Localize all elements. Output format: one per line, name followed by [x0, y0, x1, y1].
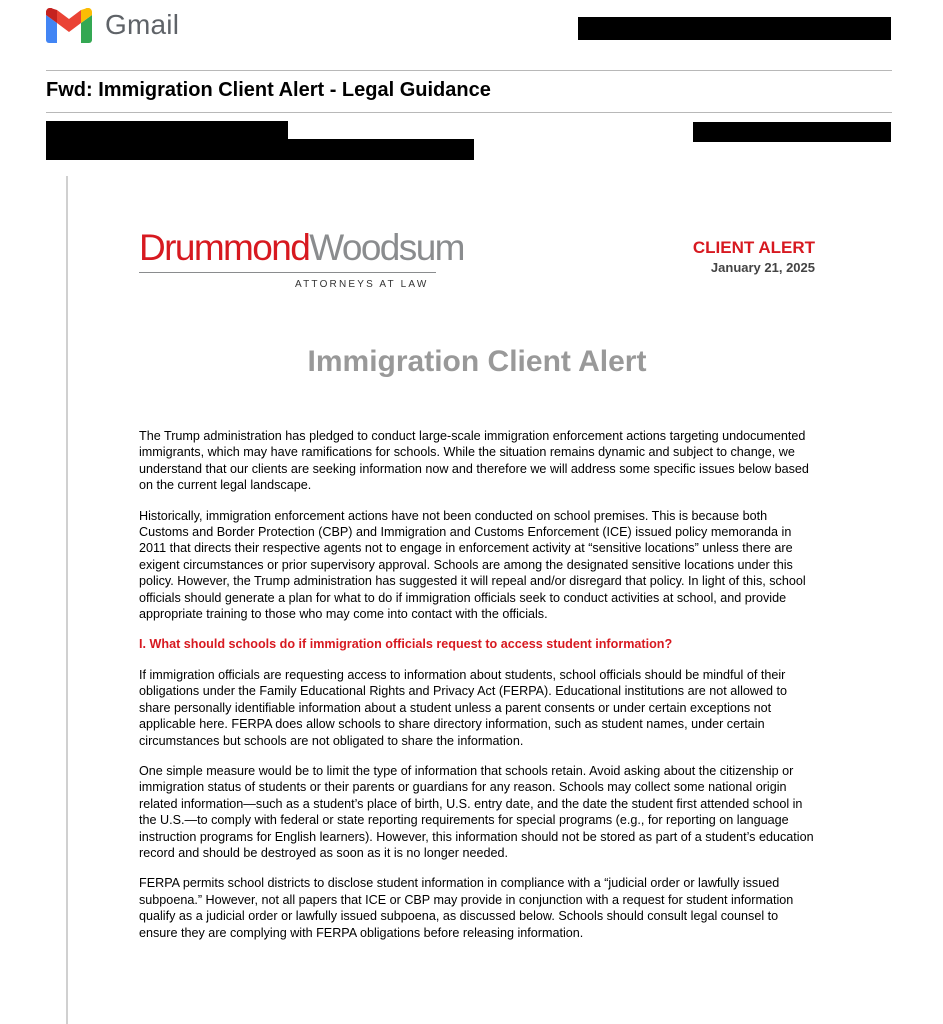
body-paragraph: The Trump administration has pledged to conduct large-scale immigration enforcement actions targeting undocumented immigrants, which may have ramifications for schools. While the situation remains dynamic and subject to change, we understand that our clients are seeking information now and therefore we will address some specific issues below based on the current legal landscape.: [139, 429, 809, 493]
body-paragraph: One simple measure would be to limit the type of information that schools retain. Avoid asking about the citizenship or immigration status of students or their parents or guardians for any reason. Schools may collect some national origin related information—such as a student’s place of birth, U.S. entry date, and the date the student first attended school in the U.S.—to comply with federal or state reporting requirements for special programs (e.g., for reporting on language instruction programs for English learners). However, this information should not be stored as part of a student’s education record and should be destroyed as soon as it is no longer needed.: [139, 763, 814, 860]
client-alert-label: CLIENT ALERT: [692, 238, 815, 257]
firm-name-part1: Drummond: [139, 227, 310, 268]
body-paragraph: FERPA permits school districts to disclose student information in compliance with a “judicial order or lawfully issued subpoena.” However, not all papers that ICE or CBP may provide in conjunction with a request for student information qualify as a judicial order or lawfully issued subpoena, as discussed below. Schools should consult legal counsel to ensure they are complying with FERPA obligations before releasing information.: [139, 876, 794, 940]
gmail-m-icon: [46, 8, 92, 43]
redacted-date: [693, 122, 891, 142]
body-paragraph: Historically, immigration enforcement actions have not been conducted on school premises. This is because both Customs and Border Protection (CBP) and Immigration and Customs Enforcement (ICE) issued policy memoranda in 2011 that directs their respective agents not to engage in enforcement activity at “sensitive locations” unless there are exigent circumstances or prior supervisory approval. Schools are among the designated sensitive locations under this policy. However, the Trump administration has suggested it will repeal and/or disregard that policy. In light of this, school officials should generate a plan for what to do if immigration officials seek to conduct activities at school, and provide appropriate training to those who may come into contact with the officials.: [139, 508, 806, 622]
firm-logo: [139, 226, 464, 290]
forwarded-quote-bar: [66, 176, 68, 1024]
gmail-wordmark: Gmail: [105, 9, 180, 40]
redacted-sender-name: [46, 121, 288, 139]
document-body: [139, 428, 815, 955]
client-alert-date: January 21, 2025: [710, 260, 815, 275]
firm-tagline: ATTORNEYS AT LAW: [295, 279, 429, 290]
body-paragraph: If immigration officials are requesting access to information about students, school officials should be mindful of their obligations under the Family Educational Rights and Privacy Act (FERPA). Educational institutions are not allowed to share personally identifiable information about a student unless a parent consents or under certain exceptions not applicable here. FERPA does allow schools to share directory information, such as student names, under certain circumstances but schools are not obligated to share the information.: [139, 667, 787, 748]
email-subject: Fwd: Immigration Client Alert - Legal Guidance: [46, 79, 491, 101]
gmail-logo[interactable]: [46, 6, 179, 44]
section-heading: I. What should schools do if immigration officials request to access student information?: [139, 637, 673, 652]
redacted-account-email: [578, 17, 891, 40]
firm-name-part2: Woodsum: [309, 227, 464, 268]
subject-divider: [46, 112, 892, 113]
header-divider: [46, 70, 892, 71]
redacted-sender-address: [46, 139, 474, 160]
document-title: Immigration Client Alert: [307, 345, 647, 378]
logo-rule: [139, 272, 436, 273]
